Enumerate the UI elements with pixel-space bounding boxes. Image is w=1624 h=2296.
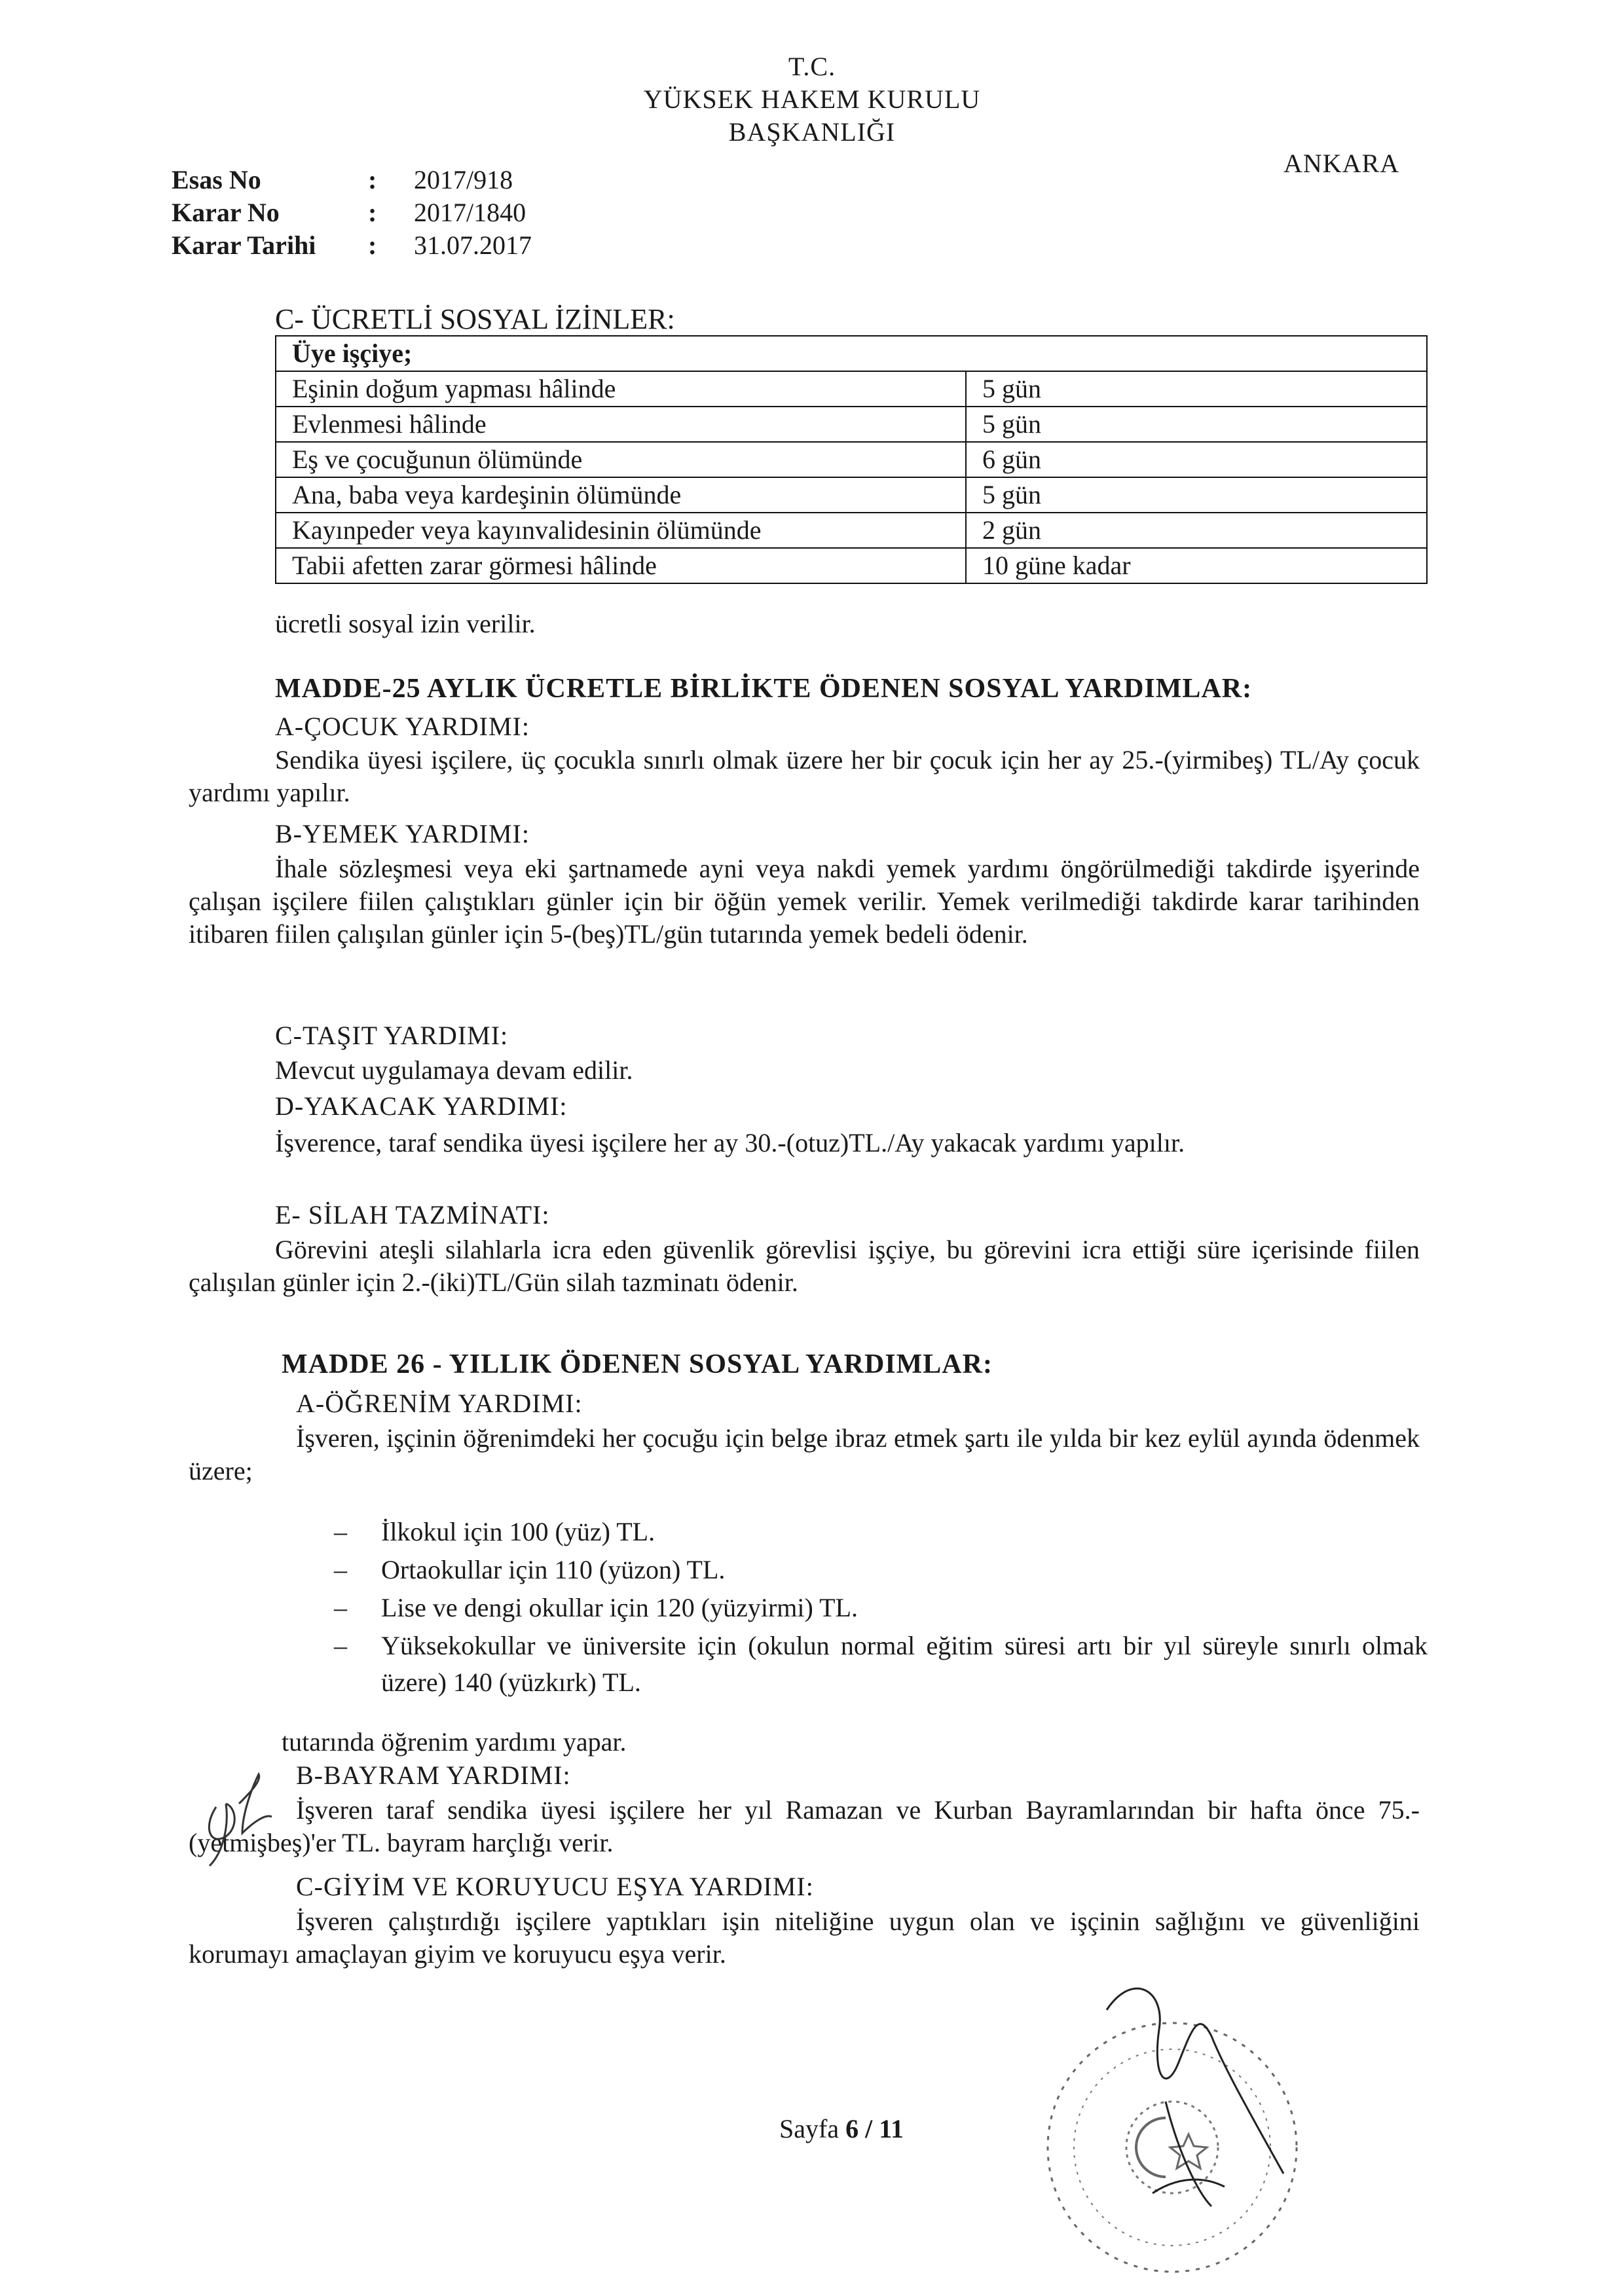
- meal-aid-title: B-YEMEK YARDIMI:: [275, 819, 530, 848]
- education-bullet: – Lise ve dengi okullar için 120 (yüzyirmi) TL.: [334, 1593, 858, 1622]
- holiday-aid-text: İşveren taraf sendika üyesi işçilere her yıl Ramazan ve Kurban Bayramlarından bir hafta önce 75.-(yetmişbeş)'er TL. bayram harçlığı verir.: [189, 1795, 1420, 1857]
- leave-section-title: C- ÜCRETLİ SOSYAL İZİNLER:: [275, 303, 675, 335]
- table-row: Eş ve çocuğunun ölümünde 6 gün: [276, 442, 1427, 477]
- fuel-aid-text: İşverence, taraf sendika üyesi işçilere her ay 30.-(otuz)TL./Ay yakacak yardımı yapılır.: [275, 1128, 1185, 1157]
- clothing-aid-text: İşveren çalıştırdığı işçilere yaptıkları işin niteliğine uygun olan ve işçinin sağlığını ve güvenliğini korumayı amaçlayan giyim ve koruyucu eşya verir.: [189, 1906, 1420, 1969]
- case-meta: [172, 164, 532, 262]
- official-seal: [1002, 1984, 1342, 2291]
- leave-table-header: Üye işçiye;: [276, 336, 1427, 371]
- table-row: Eşinin doğum yapması hâlinde 5 gün: [276, 371, 1427, 407]
- city-label: ANKARA: [1283, 149, 1400, 178]
- child-aid-title: A-ÇOCUK YARDIMI:: [275, 712, 530, 741]
- education-aid-title: A-ÖĞRENİM YARDIMI:: [296, 1389, 583, 1418]
- child-aid-text: Sendika üyesi işçilere, üç çocukla sınırlı olmak üzere her bir çocuk için her ay 25.-(yirmibeş) TL/Ay çocuk yardımı yapılır.: [189, 745, 1420, 807]
- education-aid-text: İşveren, işçinin öğrenimdeki her çocuğu için belge ibraz etmek şartı ile yılda bir kez eylül ayında ödenmek üzere;: [189, 1423, 1420, 1485]
- header-institution: YÜKSEK HAKEM KURULU: [643, 84, 981, 114]
- education-bullet: – İlkokul için 100 (yüz) TL.: [334, 1517, 655, 1546]
- education-bullet: – Yüksekokullar ve üniversite için (okulun normal eğitim süresi artı bir yıl süreyle sınırlı olmak üzere) 140 (yüzkırk) TL.: [334, 1631, 1428, 1697]
- transport-aid-text: Mevcut uygulamaya devam edilir.: [275, 1055, 633, 1085]
- leave-after-text: ücretli sosyal izin verilir.: [275, 609, 536, 638]
- table-row: Ana, baba veya kardeşinin ölümünde 5 gün: [276, 477, 1427, 513]
- leave-table: [275, 335, 1428, 584]
- holiday-aid-title: B-BAYRAM YARDIMI:: [296, 1760, 571, 1790]
- meta-row-esas: Esas No : 2017/918: [172, 165, 513, 194]
- clothing-aid-title: C-GİYİM VE KORUYUCU EŞYA YARDIMI:: [296, 1872, 814, 1901]
- header-tc: T.C.: [788, 52, 836, 81]
- weapon-allowance-title: E- SİLAH TAZMİNATI:: [275, 1200, 550, 1230]
- page-number: Sayfa 6 / 11: [779, 2114, 904, 2143]
- weapon-allowance-text: Görevini ateşli silahlarla icra eden güvenlik görevlisi işçiye, bu görevini icra ettiği süre içerisinde fiilen çalışılan günler için 2.-(iki)TL/Gün silah tazminatı ödenir.: [189, 1235, 1420, 1297]
- education-bullet: – Ortaokullar için 110 (yüzon) TL.: [334, 1555, 726, 1584]
- madde-25-title: MADDE-25 AYLIK ÜCRETLE BİRLİKTE ÖDENEN SOSYAL YARDIMLAR:: [275, 674, 1253, 704]
- meta-row-tarih: Karar Tarihi : 31.07.2017: [172, 230, 532, 260]
- header-department: BAŞKANLIĞI: [728, 117, 896, 147]
- fuel-aid-title: D-YAKACAK YARDIMI:: [275, 1091, 568, 1121]
- meta-row-karar: Karar No : 2017/1840: [172, 198, 526, 227]
- transport-aid-title: C-TAŞIT YARDIMI:: [275, 1021, 509, 1050]
- handwritten-initials: [190, 1768, 282, 1872]
- madde-26-title: MADDE 26 - YILLIK ÖDENEN SOSYAL YARDIMLAR:: [282, 1349, 993, 1379]
- meal-aid-text: İhale sözleşmesi veya eki şartnamede ayni veya nakdi yemek yardımı öngörülmediği takdirde işyerinde çalışan işçilere fiilen çalıştıkları günler için bir öğün yemek verilir. Yemek verilmediği takdirde karar tarihinden itibaren fiilen çalışılan günler için 5-(beş)TL/gün tutarında yemek bedeli ödenir.: [189, 854, 1420, 949]
- table-row: Evlenmesi hâlinde 5 gün: [276, 407, 1427, 442]
- education-aid-after: tutarında öğrenim yardımı yapar.: [282, 1727, 627, 1757]
- table-row: Tabii afetten zarar görmesi hâlinde 10 güne kadar: [276, 548, 1427, 583]
- table-row: Kayınpeder veya kayınvalidesinin ölümünde 2 gün: [276, 513, 1427, 548]
